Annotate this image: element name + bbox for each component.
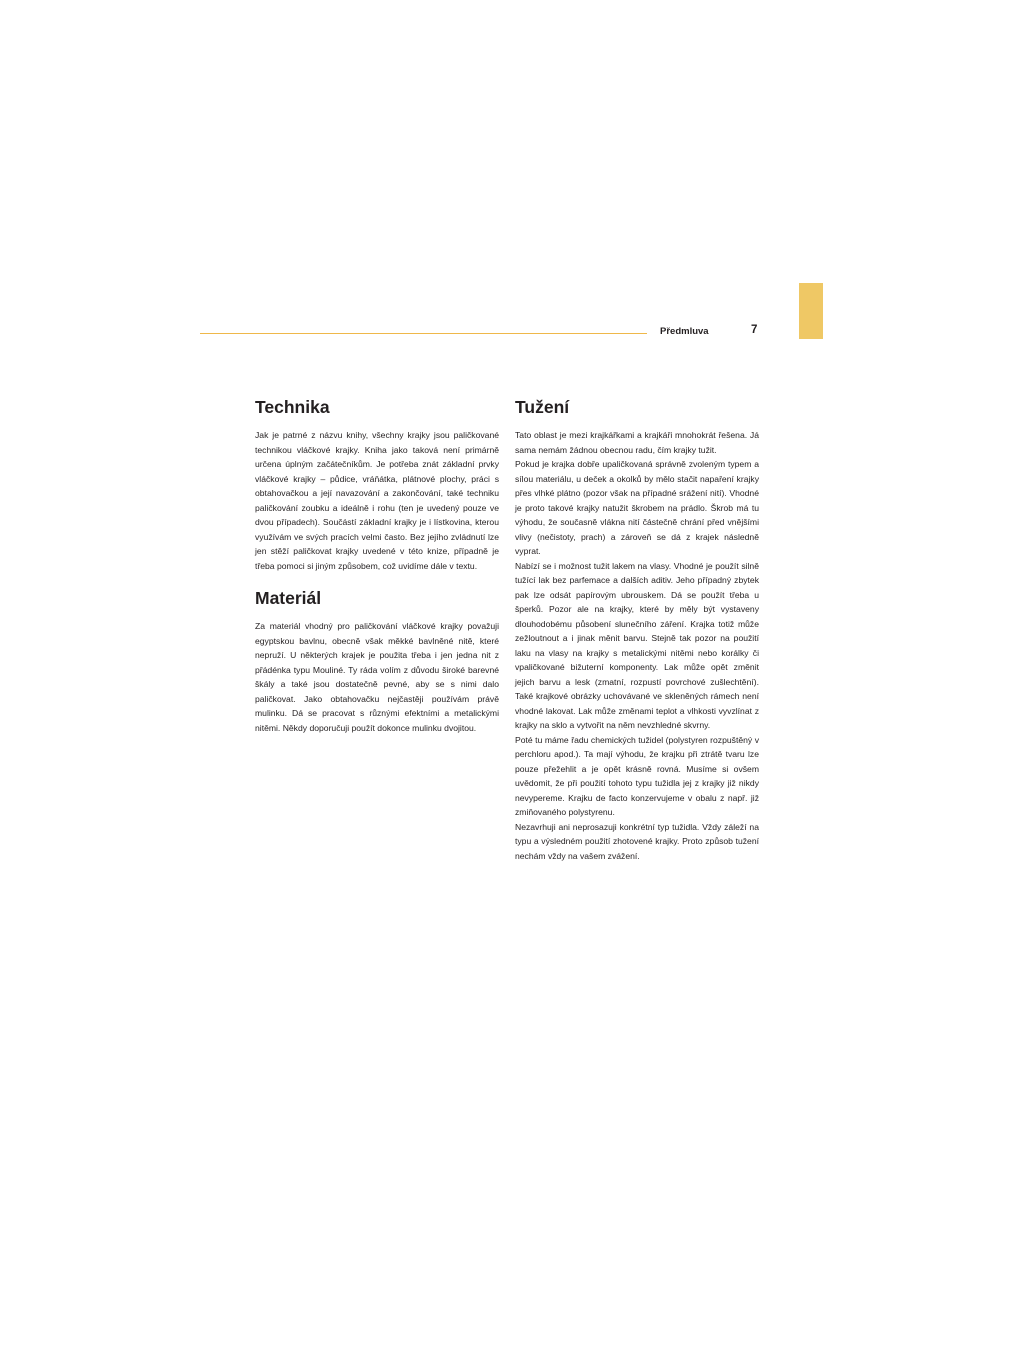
page-number: 7 bbox=[751, 324, 758, 336]
paragraph-material: Za materiál vhodný pro paličkování vláčkové krajky považuji egyptskou bavlnu, obecně však měkké bavlněné nitě, které nepruží. U některých krajek je použita třeba i jen jedna nit z přádénka typu Mouliné. Ty ráda volím z důvodu široké barevné škály a také jsou dostatečně pevné, aby se s nimi dalo paličkovat. Jako obtahovačku nejčastěji používám právě mulinku. Dá se pracovat s různými efektními a metalickými nitěmi. Někdy doporučuji použít dokonce mulinku dvojitou. bbox=[255, 621, 499, 733]
paragraph-tuzeni-intro: Tato oblast je mezi krajkářkami a krajkáři mnohokrát řešena. Já sama nemám žádnou obecnou radu, čím krajky tužit. bbox=[515, 430, 759, 455]
paragraph-tuzeni-skrob: Pokud je krajka dobře upaličkovaná správně zvoleným typem a sílou materiálu, u deček a okolků by mělo stačit napaření krajky přes vlhké plátno (pozor však na případné srážení nití). Vhodné je proto takové krajky natužit škrobem na prádlo. Škrob má tu výhodu, že současně vlákna nití částečně chrání před vnějšími vlivy (nečistoty, prach) a zároveň se dá z krajek následně vyprat. bbox=[515, 459, 759, 556]
chapter-thumb-tab bbox=[799, 283, 823, 339]
section-heading-tuzeni: Tužení bbox=[515, 397, 570, 417]
left-column bbox=[255, 396, 499, 735]
section-heading-technika: Technika bbox=[255, 397, 330, 417]
header-rule bbox=[200, 333, 647, 334]
section-heading-material: Materiál bbox=[255, 588, 322, 608]
paragraph-tuzeni-chemicka: Poté tu máme řadu chemických tužidel (polystyren rozpuštěný v perchloru apod.). Ta mají výhodu, že krajku při ztrátě tvaru lze pouze přežehlit a je opět krásně rovná. Musíme si ovšem uvědomit, že při použití tohoto typu tužidla jej z krajky již nikdy nevypereme. Krajku de facto konzervujeme v obalu z např. již zmiňovaného polystyrenu. bbox=[515, 734, 759, 817]
paragraph-technika: Jak je patrné z názvu knihy, všechny krajky jsou paličkované technikou vláčkové krajky. Kniha jako taková není primárně určena úplným začátečníkům. Je potřeba znát základní prvky vláčkové krajky – půdice, vráňátka, plátnové plochy, práci s obtahovačkou a její navazování a zakončování, také techniku paličkování zoubku a ideálně i rohu (ten je uvedený pouze ve dvou případech). Součástí základní krajky je i lístkovina, kterou využívám ve svých pracích velmi často. Bez jejího zvládnutí lze jen stěží paličkovat krajky uvedené v této knize, případně je třeba pomoci si jiným způsobem, což uvidíme dále v textu. bbox=[255, 430, 499, 571]
running-title: Předmluva bbox=[660, 326, 709, 337]
right-column bbox=[515, 396, 759, 863]
paragraph-tuzeni-zaver: Nezavrhuji ani neprosazuji konkrétní typ tužidla. Vždy záleží na typu a výsledném použití zhotovené krajky. Proto způsob tužení nechám vždy na vašem zvážení. bbox=[515, 821, 759, 861]
paragraph-tuzeni-lak: Nabízí se i možnost tužit lakem na vlasy. Vhodné je použít silně tužící lak bez parfemace a dalších aditiv. Jeho případný zbytek pak lze odsát papírovým ubrouskem. Dá se použít třeba u šperků. Pozor ale na krajky, které by měly být vystaveny dlouhodobému působení slunečního záření. Krajka totiž může zežloutnout a i jinak měnit barvu. Stejně tak pozor na použití laku na vlasy na krajky s metalickými nitěmi nebo korálky či vpaličkované bižuterní komponenty. Lak může opět změnit jejich barvu a lesk (zmatní, rozpustí povrchové zušlechtění). Také krajkové obrázky uchovávané ve skleněných rámech není vhodné lakovat. Lak může změnami teplot a vlhkosti vyvzlínat z krajky na sklo a vytvořit na něm nevzhledné skvrny. bbox=[515, 560, 759, 730]
